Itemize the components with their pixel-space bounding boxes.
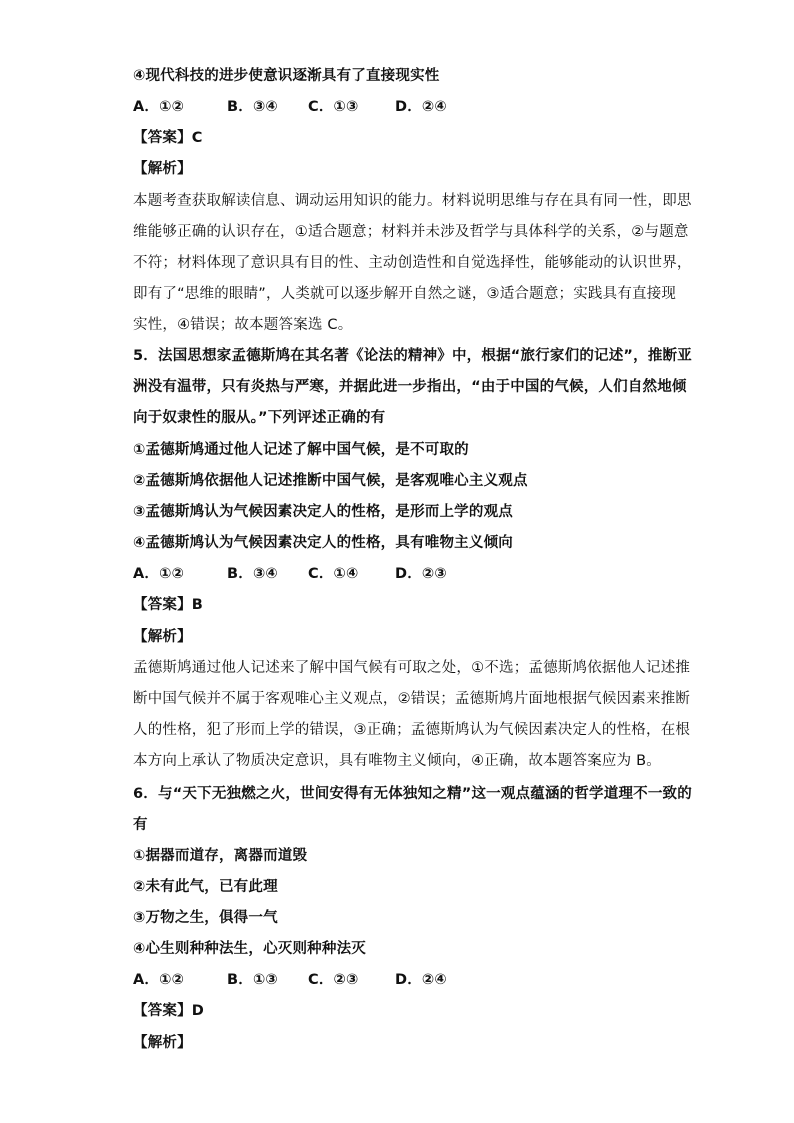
option-b: B．③④: [227, 566, 278, 582]
analysis-text: 断中国气候并不属于客观唯心主义观点，②错误；孟德斯鸠片面地根据气候因素来推断: [133, 691, 691, 707]
option-d: D．②③: [395, 566, 447, 582]
option-b: B．①③: [227, 972, 278, 988]
option-c: C．①③: [308, 99, 359, 115]
analysis-label: 【解析】: [133, 629, 192, 645]
q4-item-4: ④现代科技的进步使意识逐渐具有了直接现实性: [133, 68, 440, 84]
question-5-stem: 向于奴隶性的服从。”下列评述正确的有: [133, 410, 386, 426]
analysis-text: 人的性格，犯了形而上学的错误，③正确；孟德斯鸠认为气候因素决定人的性格，在根: [133, 722, 691, 738]
option-d: D．②④: [395, 99, 447, 115]
option-c: C．②③: [308, 972, 359, 988]
q6-item-3: ③万物之生，俱得一气: [133, 910, 278, 926]
q6-item-2: ②未有此气，已有此理: [133, 879, 278, 895]
analysis-text: 实性，④错误；故本题答案选 C。: [133, 317, 353, 333]
q4-options: [133, 97, 663, 117]
option-a: A．①②: [133, 972, 185, 988]
option-a: A．①②: [133, 566, 185, 582]
question-5-stem: 5．法国思想家孟德斯鸠在其名著《论法的精神》中，根据“旅行家们的记述”，推断亚: [133, 348, 692, 364]
analysis-label: 【解析】: [133, 1035, 192, 1051]
analysis-text: 即有了“思维的眼睛”，人类就可以逐步解开自然之谜，③适合题意；实践具有直接现: [133, 286, 677, 302]
q5-options: [133, 564, 663, 584]
analysis-text: 本方向上承认了物质决定意识，具有唯物主义倾向，④正确，故本题答案应为 B。: [133, 753, 661, 769]
question-6-stem: 6．与“天下无独燃之火，世间安得有无体独知之精”这一观点蕴涵的哲学道理不一致的: [133, 786, 692, 802]
question-5-stem: 洲没有温带，只有炎热与严寒，并据此进一步指出，“由于中国的气候，人们自然地倾: [133, 379, 687, 395]
answer-label: 【答案】D: [133, 1003, 205, 1019]
analysis-label: 【解析】: [133, 161, 192, 177]
answer-label: 【答案】B: [133, 597, 204, 613]
option-b: B．③④: [227, 99, 278, 115]
q5-item-3: ③孟德斯鸠认为气候因素决定人的性格，是形而上学的观点: [133, 504, 513, 520]
option-d: D．②④: [395, 972, 447, 988]
analysis-text: 维能够正确的认识存在，①适合题意；材料并未涉及哲学与具体科学的关系，②与题意: [133, 224, 689, 240]
question-6-stem: 有: [133, 817, 148, 833]
option-c: C．①④: [308, 566, 359, 582]
q5-item-4: ④孟德斯鸠认为气候因素决定人的性格，具有唯物主义倾向: [133, 535, 513, 551]
analysis-text: 孟德斯鸠通过他人记述来了解中国气候有可取之处，①不选；孟德斯鸠依据他人记述推: [133, 660, 691, 676]
q5-item-2: ②孟德斯鸠依据他人记述推断中国气候，是客观唯心主义观点: [133, 473, 528, 489]
q5-item-1: ①孟德斯鸠通过他人记述了解中国气候，是不可取的: [133, 442, 469, 458]
analysis-text: 本题考查获取解读信息、调动运用知识的能力。材料说明思维与存在具有同一性，即思: [133, 193, 692, 209]
q6-item-1: ①据器而道存，离器而道毁: [133, 848, 308, 864]
q6-options: [133, 970, 663, 990]
analysis-text: 不符；材料体现了意识具有目的性、主动创造性和自觉选择性，能够能动的认识世界，: [133, 255, 692, 271]
answer-label: 【答案】C: [133, 130, 203, 146]
q6-item-4: ④心生则种种法生，心灭则种种法灭: [133, 941, 366, 957]
option-a: A．①②: [133, 99, 185, 115]
